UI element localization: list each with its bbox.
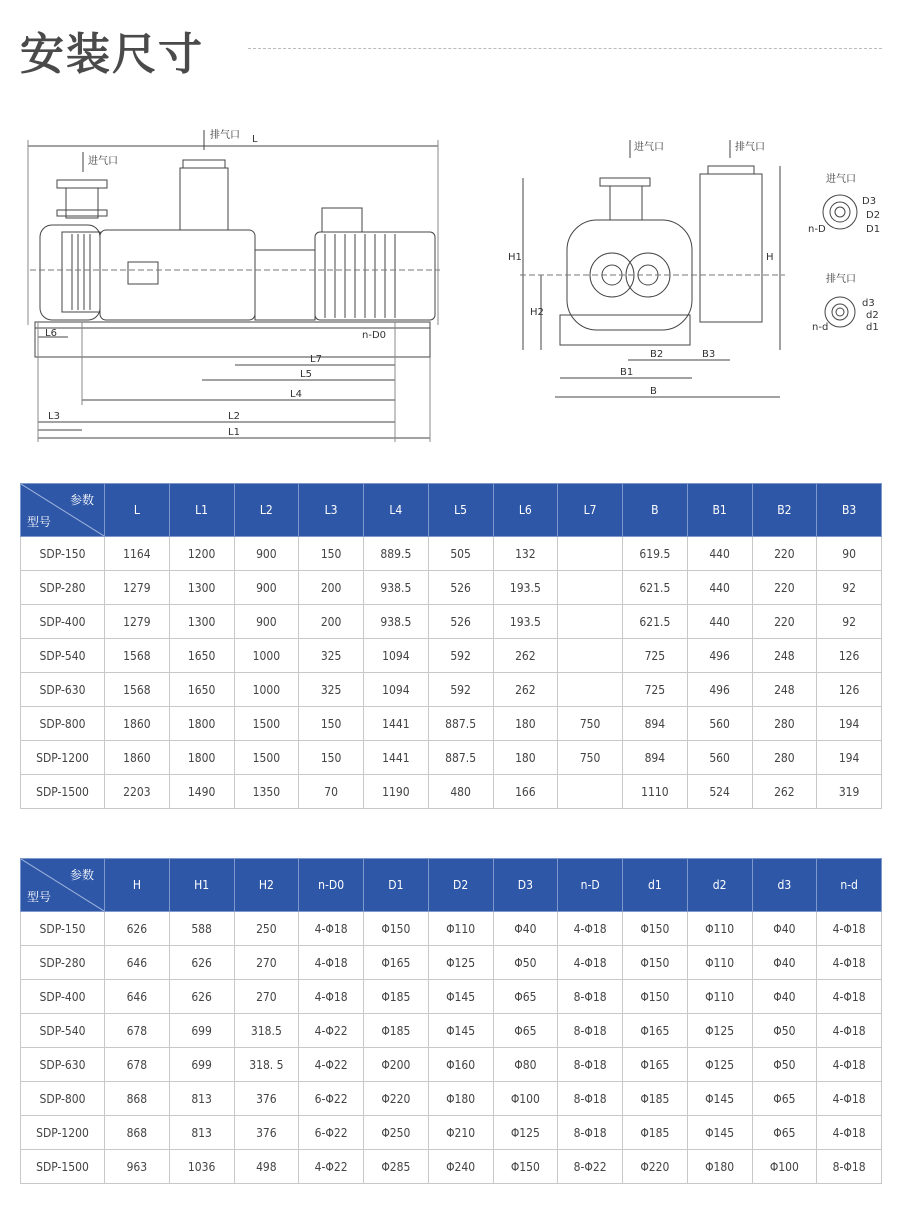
column-header: L5 — [428, 484, 493, 537]
value-cell: 4-Φ18 — [817, 946, 882, 980]
value-cell: 4-Φ18 — [817, 1048, 882, 1082]
value-cell: 480 — [428, 775, 493, 809]
value-cell: Φ125 — [428, 946, 493, 980]
value-cell: 220 — [752, 537, 817, 571]
value-cell: 4-Φ18 — [817, 980, 882, 1014]
value-cell: 280 — [752, 707, 817, 741]
value-cell: 813 — [169, 1082, 234, 1116]
value-cell: 132 — [493, 537, 558, 571]
table-row — [21, 1048, 882, 1082]
value-cell — [558, 673, 623, 707]
value-cell: 92 — [817, 571, 882, 605]
value-cell: Φ185 — [364, 1014, 429, 1048]
value-cell: 6-Φ22 — [299, 1116, 364, 1150]
value-cell: 626 — [105, 912, 170, 946]
value-cell: 894 — [623, 741, 688, 775]
value-cell: 1441 — [364, 707, 429, 741]
value-cell: Φ210 — [428, 1116, 493, 1150]
column-header: L6 — [493, 484, 558, 537]
value-cell: Φ220 — [364, 1082, 429, 1116]
column-header: D3 — [493, 859, 558, 912]
value-cell: Φ240 — [428, 1150, 493, 1184]
table-row — [21, 912, 882, 946]
intake-port-label-flange: 进气口 — [826, 174, 856, 185]
value-cell: Φ125 — [493, 1116, 558, 1150]
value-cell: 8-Φ18 — [817, 1150, 882, 1184]
dim-B3-label: B3 — [702, 349, 716, 360]
value-cell: 220 — [752, 571, 817, 605]
value-cell: 1000 — [234, 639, 299, 673]
value-cell: 526 — [428, 605, 493, 639]
value-cell: Φ80 — [493, 1048, 558, 1082]
dim-L6-label: L6 — [45, 328, 57, 339]
value-cell: Φ165 — [623, 1014, 688, 1048]
value-cell: 813 — [169, 1116, 234, 1150]
value-cell: 166 — [493, 775, 558, 809]
table-row — [21, 707, 882, 741]
value-cell — [558, 571, 623, 605]
value-cell: 678 — [105, 1048, 170, 1082]
value-cell: 1190 — [364, 775, 429, 809]
value-cell: 498 — [234, 1150, 299, 1184]
value-cell: Φ65 — [493, 1014, 558, 1048]
corner-header-cell — [21, 484, 105, 537]
value-cell: 1350 — [234, 775, 299, 809]
column-header: d3 — [752, 859, 817, 912]
value-cell: 868 — [105, 1082, 170, 1116]
value-cell: 319 — [817, 775, 882, 809]
model-cell: SDP-1200 — [21, 741, 105, 775]
value-cell: 248 — [752, 639, 817, 673]
dimension-table-1 — [20, 483, 882, 809]
column-header: d2 — [687, 859, 752, 912]
value-cell: 194 — [817, 741, 882, 775]
value-cell: Φ50 — [752, 1014, 817, 1048]
value-cell: 8-Φ18 — [558, 1048, 623, 1082]
column-header: B2 — [752, 484, 817, 537]
value-cell: 150 — [299, 741, 364, 775]
value-cell: Φ40 — [752, 946, 817, 980]
value-cell: 750 — [558, 741, 623, 775]
value-cell: 1110 — [623, 775, 688, 809]
value-cell: Φ110 — [687, 946, 752, 980]
value-cell: 70 — [299, 775, 364, 809]
value-cell: 699 — [169, 1048, 234, 1082]
value-cell: 4-Φ18 — [558, 946, 623, 980]
value-cell: 496 — [687, 639, 752, 673]
dim-nD0-label: n-D0 — [362, 330, 387, 341]
value-cell: Φ250 — [364, 1116, 429, 1150]
value-cell: 220 — [752, 605, 817, 639]
value-cell: 496 — [687, 673, 752, 707]
value-cell: 1094 — [364, 639, 429, 673]
model-cell: SDP-1500 — [21, 1150, 105, 1184]
value-cell: 626 — [169, 980, 234, 1014]
value-cell: Φ180 — [428, 1082, 493, 1116]
dimension-table-2 — [20, 858, 882, 1184]
value-cell: 4-Φ18 — [817, 1014, 882, 1048]
dim-L-label: L — [252, 134, 258, 145]
dim-L2-label: L2 — [228, 411, 240, 422]
value-cell: 4-Φ18 — [558, 912, 623, 946]
param-label: 参数 — [69, 868, 94, 882]
value-cell: 4-Φ18 — [817, 1082, 882, 1116]
value-cell: 524 — [687, 775, 752, 809]
value-cell: Φ185 — [364, 980, 429, 1014]
value-cell: 194 — [817, 707, 882, 741]
value-cell: Φ145 — [687, 1082, 752, 1116]
column-header: L1 — [169, 484, 234, 537]
value-cell: 621.5 — [623, 605, 688, 639]
value-cell: Φ185 — [623, 1082, 688, 1116]
value-cell: 200 — [299, 571, 364, 605]
value-cell: Φ110 — [428, 912, 493, 946]
value-cell: Φ40 — [493, 912, 558, 946]
column-header: B — [623, 484, 688, 537]
value-cell: 1490 — [169, 775, 234, 809]
value-cell: 900 — [234, 571, 299, 605]
value-cell: 325 — [299, 673, 364, 707]
value-cell: Φ185 — [623, 1116, 688, 1150]
value-cell: 1500 — [234, 741, 299, 775]
value-cell: 180 — [493, 707, 558, 741]
value-cell: 900 — [234, 537, 299, 571]
table-body — [21, 912, 882, 1184]
table-row — [21, 946, 882, 980]
value-cell: Φ150 — [623, 912, 688, 946]
value-cell: 1860 — [105, 707, 170, 741]
value-cell: 4-Φ22 — [299, 1150, 364, 1184]
value-cell: 1279 — [105, 571, 170, 605]
value-cell: 4-Φ18 — [299, 912, 364, 946]
value-cell: Φ65 — [752, 1116, 817, 1150]
value-cell: 900 — [234, 605, 299, 639]
table-row — [21, 571, 882, 605]
column-header: D2 — [428, 859, 493, 912]
value-cell: Φ110 — [687, 980, 752, 1014]
value-cell: Φ65 — [493, 980, 558, 1014]
exhaust-port-label-flange: 排气口 — [826, 274, 856, 285]
column-header: n-d — [817, 859, 882, 912]
value-cell: 887.5 — [428, 741, 493, 775]
value-cell: 646 — [105, 980, 170, 1014]
value-cell: 270 — [234, 946, 299, 980]
value-cell: 193.5 — [493, 571, 558, 605]
model-cell: SDP-280 — [21, 946, 105, 980]
value-cell — [558, 775, 623, 809]
value-cell: 8-Φ22 — [558, 1150, 623, 1184]
table-header-row — [21, 484, 882, 537]
exhaust-port-label-front: 排气口 — [735, 142, 765, 153]
column-header: n-D — [558, 859, 623, 912]
value-cell: Φ150 — [493, 1150, 558, 1184]
value-cell: Φ200 — [364, 1048, 429, 1082]
value-cell: 1860 — [105, 741, 170, 775]
value-cell: 526 — [428, 571, 493, 605]
table-row — [21, 537, 882, 571]
dim-B2-label: B2 — [650, 349, 664, 360]
value-cell: Φ150 — [623, 980, 688, 1014]
value-cell: Φ100 — [493, 1082, 558, 1116]
table-row — [21, 673, 882, 707]
value-cell: 262 — [493, 673, 558, 707]
value-cell: 200 — [299, 605, 364, 639]
value-cell: 150 — [299, 707, 364, 741]
installation-drawing — [0, 110, 900, 460]
value-cell: 4-Φ18 — [817, 912, 882, 946]
value-cell: Φ285 — [364, 1150, 429, 1184]
value-cell: 248 — [752, 673, 817, 707]
column-header: L7 — [558, 484, 623, 537]
value-cell: 4-Φ18 — [817, 1116, 882, 1150]
value-cell: 8-Φ18 — [558, 980, 623, 1014]
intake-port-label-front: 进气口 — [634, 142, 664, 153]
dim-L7-label: L7 — [310, 354, 322, 365]
dim-B1-label: B1 — [620, 367, 634, 378]
table-row — [21, 980, 882, 1014]
value-cell: Φ145 — [428, 1014, 493, 1048]
value-cell: 92 — [817, 605, 882, 639]
value-cell: 262 — [752, 775, 817, 809]
model-cell: SDP-630 — [21, 673, 105, 707]
dim-B-label: B — [650, 386, 657, 397]
value-cell: Φ145 — [428, 980, 493, 1014]
value-cell: Φ50 — [493, 946, 558, 980]
value-cell: 560 — [687, 741, 752, 775]
value-cell: 1568 — [105, 639, 170, 673]
column-header: L3 — [299, 484, 364, 537]
value-cell: 725 — [623, 673, 688, 707]
value-cell: 126 — [817, 673, 882, 707]
value-cell: 150 — [299, 537, 364, 571]
value-cell: 4-Φ18 — [299, 946, 364, 980]
dim-d3-label: d3 — [862, 298, 875, 309]
model-cell: SDP-150 — [21, 912, 105, 946]
value-cell: Φ40 — [752, 912, 817, 946]
column-header: n-D0 — [299, 859, 364, 912]
value-cell: Φ125 — [687, 1048, 752, 1082]
title-divider — [248, 48, 882, 49]
value-cell: 621.5 — [623, 571, 688, 605]
value-cell: 280 — [752, 741, 817, 775]
column-header: H — [105, 859, 170, 912]
column-header: d1 — [623, 859, 688, 912]
value-cell — [558, 605, 623, 639]
value-cell: 938.5 — [364, 605, 429, 639]
value-cell: 440 — [687, 537, 752, 571]
dim-H-label: H — [766, 252, 774, 263]
column-header: L4 — [364, 484, 429, 537]
value-cell: 1200 — [169, 537, 234, 571]
value-cell: 678 — [105, 1014, 170, 1048]
value-cell: 440 — [687, 571, 752, 605]
value-cell: Φ100 — [752, 1150, 817, 1184]
dim-L1-label: L1 — [228, 427, 240, 438]
dim-D1-label: D1 — [866, 224, 881, 235]
value-cell: 887.5 — [428, 707, 493, 741]
value-cell: 440 — [687, 605, 752, 639]
value-cell: 4-Φ22 — [299, 1014, 364, 1048]
value-cell: Φ110 — [687, 912, 752, 946]
model-cell: SDP-150 — [21, 537, 105, 571]
table-row — [21, 1014, 882, 1048]
page-title: 安装尺寸 — [20, 29, 204, 80]
value-cell: 1568 — [105, 673, 170, 707]
dim-L4-label: L4 — [290, 389, 302, 400]
dim-nD-label: n-D — [808, 224, 826, 235]
value-cell: 4-Φ22 — [299, 1048, 364, 1082]
table-row — [21, 639, 882, 673]
value-cell: 1500 — [234, 707, 299, 741]
value-cell: 318.5 — [234, 1014, 299, 1048]
value-cell: 592 — [428, 639, 493, 673]
model-cell: SDP-1200 — [21, 1116, 105, 1150]
model-cell: SDP-630 — [21, 1048, 105, 1082]
column-header: H1 — [169, 859, 234, 912]
value-cell: Φ40 — [752, 980, 817, 1014]
value-cell: 8-Φ18 — [558, 1014, 623, 1048]
table-row — [21, 775, 882, 809]
value-cell: Φ160 — [428, 1048, 493, 1082]
value-cell: 725 — [623, 639, 688, 673]
value-cell: Φ150 — [364, 912, 429, 946]
model-cell: SDP-400 — [21, 980, 105, 1014]
table-row — [21, 1150, 882, 1184]
value-cell: Φ150 — [623, 946, 688, 980]
value-cell: 376 — [234, 1116, 299, 1150]
value-cell: 1800 — [169, 707, 234, 741]
column-header: L — [105, 484, 170, 537]
column-header: L2 — [234, 484, 299, 537]
value-cell: 1650 — [169, 673, 234, 707]
value-cell: 8-Φ18 — [558, 1116, 623, 1150]
table-body — [21, 537, 882, 809]
dim-nd-label: n-d — [812, 322, 829, 333]
value-cell: 592 — [428, 673, 493, 707]
dim-L5-label: L5 — [300, 369, 312, 380]
value-cell: 1036 — [169, 1150, 234, 1184]
value-cell: 699 — [169, 1014, 234, 1048]
value-cell: 376 — [234, 1082, 299, 1116]
model-cell: SDP-540 — [21, 1014, 105, 1048]
model-cell: SDP-400 — [21, 605, 105, 639]
dim-H1-label: H1 — [508, 252, 522, 263]
dim-D3-label: D3 — [862, 196, 877, 207]
model-cell: SDP-1500 — [21, 775, 105, 809]
value-cell: 1650 — [169, 639, 234, 673]
dim-H2-label: H2 — [530, 307, 544, 318]
value-cell: 262 — [493, 639, 558, 673]
column-header: D1 — [364, 859, 429, 912]
model-cell: SDP-280 — [21, 571, 105, 605]
value-cell: Φ65 — [752, 1082, 817, 1116]
value-cell: 8-Φ18 — [558, 1082, 623, 1116]
value-cell: Φ145 — [687, 1116, 752, 1150]
value-cell: 1300 — [169, 605, 234, 639]
value-cell: 1441 — [364, 741, 429, 775]
value-cell: 6-Φ22 — [299, 1082, 364, 1116]
model-label: 型号 — [27, 890, 52, 904]
value-cell: 1164 — [105, 537, 170, 571]
param-label: 参数 — [69, 493, 94, 507]
value-cell: 588 — [169, 912, 234, 946]
model-cell: SDP-540 — [21, 639, 105, 673]
value-cell: 270 — [234, 980, 299, 1014]
value-cell: 90 — [817, 537, 882, 571]
table-header-row — [21, 859, 882, 912]
value-cell: 250 — [234, 912, 299, 946]
exhaust-port-label-side: 排气口 — [210, 130, 240, 141]
value-cell: 963 — [105, 1150, 170, 1184]
value-cell: 4-Φ18 — [299, 980, 364, 1014]
column-header: B1 — [687, 484, 752, 537]
value-cell: 938.5 — [364, 571, 429, 605]
value-cell: 619.5 — [623, 537, 688, 571]
model-label: 型号 — [27, 515, 52, 529]
column-header: H2 — [234, 859, 299, 912]
value-cell: 894 — [623, 707, 688, 741]
dim-d1-label: d1 — [866, 322, 879, 333]
value-cell: 626 — [169, 946, 234, 980]
value-cell — [558, 639, 623, 673]
dim-d2-label: d2 — [866, 310, 879, 321]
model-cell: SDP-800 — [21, 707, 105, 741]
column-header: B3 — [817, 484, 882, 537]
value-cell: 126 — [817, 639, 882, 673]
value-cell: 1094 — [364, 673, 429, 707]
value-cell: 750 — [558, 707, 623, 741]
corner-header-cell — [21, 859, 105, 912]
table-row — [21, 1082, 882, 1116]
value-cell: 1000 — [234, 673, 299, 707]
value-cell: Φ165 — [364, 946, 429, 980]
value-cell: 1800 — [169, 741, 234, 775]
value-cell: 325 — [299, 639, 364, 673]
value-cell: 889.5 — [364, 537, 429, 571]
value-cell: 318. 5 — [234, 1048, 299, 1082]
value-cell: Φ220 — [623, 1150, 688, 1184]
value-cell — [558, 537, 623, 571]
value-cell: Φ125 — [687, 1014, 752, 1048]
dim-L3-label: L3 — [48, 411, 60, 422]
value-cell: 560 — [687, 707, 752, 741]
value-cell: 868 — [105, 1116, 170, 1150]
value-cell: 193.5 — [493, 605, 558, 639]
value-cell: 2203 — [105, 775, 170, 809]
model-cell: SDP-800 — [21, 1082, 105, 1116]
intake-port-label-side: 进气口 — [88, 156, 118, 167]
table-row — [21, 605, 882, 639]
value-cell: 505 — [428, 537, 493, 571]
value-cell: 1300 — [169, 571, 234, 605]
value-cell: 1279 — [105, 605, 170, 639]
value-cell: 180 — [493, 741, 558, 775]
table-row — [21, 741, 882, 775]
dim-D2-label: D2 — [866, 210, 881, 221]
value-cell: Φ165 — [623, 1048, 688, 1082]
value-cell: 646 — [105, 946, 170, 980]
value-cell: Φ50 — [752, 1048, 817, 1082]
value-cell: Φ180 — [687, 1150, 752, 1184]
table-row — [21, 1116, 882, 1150]
